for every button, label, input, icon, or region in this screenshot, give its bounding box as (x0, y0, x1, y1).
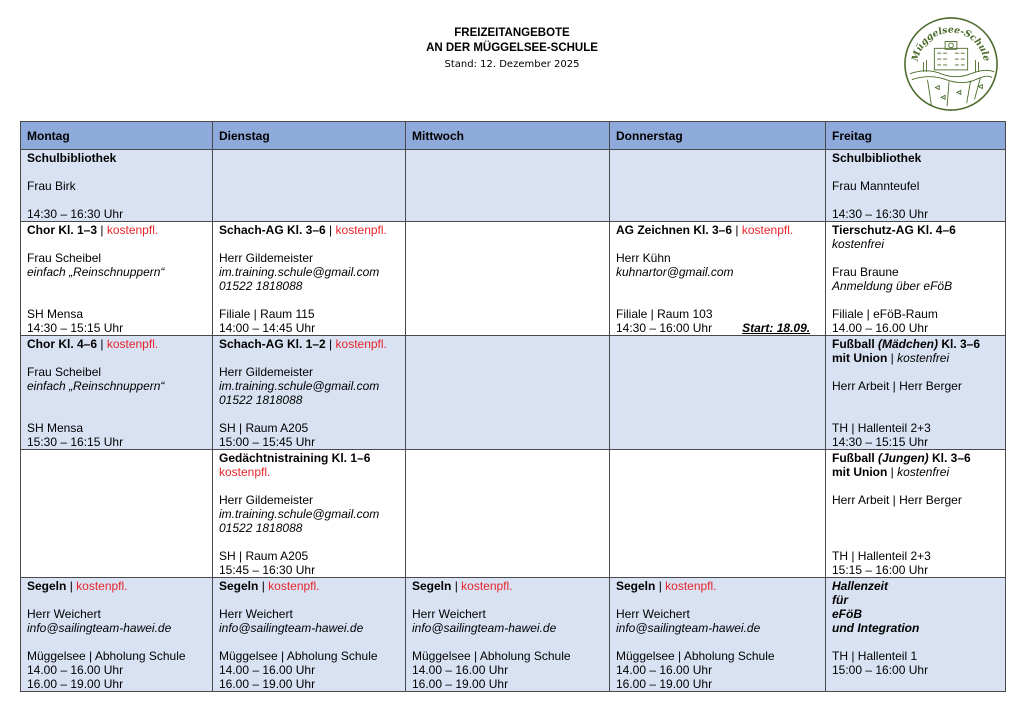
activity-time: 15:00 – 16:00 Uhr (832, 663, 929, 677)
activity-person: Herr Weichert (616, 607, 690, 621)
cost-badge: kostenpfl. (76, 579, 128, 593)
activity-person: Herr Arbeit | Herr Berger (832, 493, 962, 507)
activity-time: 16.00 – 19.00 Uhr (219, 677, 316, 691)
activity-person: Herr Arbeit | Herr Berger (832, 379, 962, 393)
activity-place: Müggelsee | Abholung Schule (27, 649, 186, 663)
column-header-dienstag: Dienstag (213, 122, 406, 150)
cost-badge: kostenpfl. (219, 465, 271, 479)
activity-place: SH Mensa (27, 307, 84, 321)
activity-place: Müggelsee | Abholung Schule (219, 649, 378, 663)
activity-title: Segeln (27, 579, 67, 593)
activity-title: Schulbibliothek (832, 151, 922, 165)
cell-empty (406, 450, 610, 578)
cost-badge: kostenpfl. (461, 579, 513, 593)
activity-time: 15:45 – 16:30 Uhr (219, 563, 316, 577)
contact-phone: 01522 1818088 (219, 521, 303, 535)
cell-empty (406, 222, 610, 336)
activity-place: SH | Raum A205 (219, 549, 309, 563)
activity-title: Schulbibliothek (27, 151, 117, 165)
cell-fri-fussball-maedchen: Fußball (Mädchen) Kl. 3–6 mit Union | kostenfrei Herr Arbeit | Herr Berger TH | Hallenteil 2+3 14:30 – 15:15 Uhr (826, 336, 1006, 450)
activity-title: Schach-AG Kl. 3–6 (219, 223, 326, 237)
cell-fri-fussball-jungen: Fußball (Jungen) Kl. 3–6 mit Union | kostenfrei Herr Arbeit | Herr Berger TH | Hallenteil 2+3 15:15 – 16:00 Uhr (826, 450, 1006, 578)
contact-phone: 01522 1818088 (219, 393, 303, 407)
activity-title: Fußball (832, 337, 878, 351)
cell-tue-schach-3-6: Schach-AG Kl. 3–6 | kostenpfl. Herr Gildemeister im.training.schule@gmail.com 01522 1818088 Filiale | Raum 115 14:00 – 14:45 Uhr (213, 222, 406, 336)
contact-email[interactable]: kuhnartor@gmail.com (616, 265, 734, 279)
cost-badge: kostenpfl. (335, 223, 387, 237)
contact-email[interactable]: info@sailingteam-hawei.de (219, 621, 364, 635)
activity-place: Filiale | eFöB-Raum (832, 307, 938, 321)
svg-text:Müggelsee-Schule: Müggelsee-Schule (909, 24, 992, 63)
start-date: Start: 18.09. (742, 321, 811, 335)
activity-person: Frau Scheibel (27, 365, 102, 379)
contact-email[interactable]: im.training.schule@gmail.com (219, 379, 380, 393)
cost-badge: kostenpfl. (106, 223, 159, 237)
cell-empty (21, 450, 213, 578)
contact-phone: 01522 1818088 (219, 279, 303, 293)
header-row (21, 122, 1006, 150)
cell-tue-gedaechtnistraining (213, 450, 406, 578)
activity-title: Segeln (616, 579, 656, 593)
activity-time: 14.00 – 16.00 Uhr (412, 663, 509, 677)
activity-place: TH | Hallenteil 2+3 (832, 549, 931, 563)
activity-time: 14.00 – 16.00 Uhr (27, 663, 124, 677)
activity-time: 16.00 – 19.00 Uhr (412, 677, 509, 691)
table-row (21, 222, 1006, 336)
cost-badge: kostenfrei (897, 465, 950, 479)
cell-tue-schach-1-2: Schach-AG Kl. 1–2 | kostenpfl. Herr Gildemeister im.training.schule@gmail.com 01522 1818088 SH | Raum A205 15:00 – 15:45 Uhr (213, 336, 406, 450)
activity-place: TH | Hallenteil 2+3 (832, 421, 931, 435)
column-header-mittwoch: Mittwoch (406, 122, 610, 150)
activity-time: 14:30 – 16:30 Uhr (832, 207, 929, 221)
cost-badge: kostenfrei (897, 351, 950, 365)
activity-time: 14:30 – 15:15 Uhr (832, 435, 929, 449)
activity-person: Herr Gildemeister (219, 365, 314, 379)
activity-time: 15:30 – 16:15 Uhr (27, 435, 124, 449)
activity-place: Filiale | Raum 115 (219, 307, 315, 321)
activity-person: Herr Weichert (219, 607, 293, 621)
activity-person: Frau Mannteufel (832, 179, 920, 193)
table-row (21, 150, 1006, 222)
activity-time: 16.00 – 19.00 Uhr (27, 677, 124, 691)
activity-person: Herr Gildemeister (219, 493, 314, 507)
activity-title: Segeln (219, 579, 259, 593)
activity-title: Tierschutz-AG Kl. 4–6 (832, 223, 956, 237)
cell-mon-chor-1-3: Chor Kl. 1–3 | kostenpfl. Frau Scheibel einfach „Reinschnuppern“ SH Mensa 14:30 – 15:15 Uhr (21, 222, 213, 336)
column-header-montag: Montag (21, 122, 213, 150)
activity-time: 14:30 – 16:30 Uhr (27, 207, 124, 221)
cell-mon-schulbibliothek (21, 150, 213, 222)
table-row (21, 336, 1006, 450)
activity-place: Filiale | Raum 103 (616, 307, 713, 321)
activity-title: Schach-AG Kl. 1–2 (219, 337, 326, 351)
activity-note: einfach „Reinschnuppern“ (27, 379, 165, 393)
cell-empty (406, 336, 610, 450)
activity-place: TH | Hallenteil 1 (832, 649, 918, 663)
activity-person: Herr Kühn (616, 251, 671, 265)
cell-empty (213, 150, 406, 222)
activity-place: SH Mensa (27, 421, 84, 435)
activity-time: 16.00 – 19.00 Uhr (616, 677, 713, 691)
cost-badge: kostenfrei (832, 237, 885, 251)
cell-fri-tierschutz (826, 222, 1006, 336)
activity-title: Hallenzeit (832, 579, 889, 593)
activity-title: Segeln (412, 579, 452, 593)
cell-thu-zeichnen: AG Zeichnen Kl. 3–6 | kostenpfl. Herr Kühn kuhnartor@gmail.com Filiale | Raum 103 14:30 – 16:00 Uhr Start: 18.09. (610, 222, 826, 336)
activity-person: Frau Scheibel (27, 251, 102, 265)
activity-note: einfach „Reinschnuppern“ (27, 265, 165, 279)
school-logo-icon (902, 15, 1000, 113)
activity-time: 14.00 – 16.00 Uhr (219, 663, 316, 677)
activity-time: 14.00 – 16.00 Uhr (832, 321, 929, 335)
column-header-donnerstag: Donnerstag (610, 122, 826, 150)
contact-email[interactable]: im.training.schule@gmail.com (219, 507, 380, 521)
schedule-table (20, 121, 1006, 692)
activity-person: Frau Braune (832, 265, 899, 279)
contact-email[interactable]: info@sailingteam-hawei.de (616, 621, 761, 635)
activity-title: Gedächtnistraining Kl. 1–6 (219, 451, 371, 465)
activity-place: Müggelsee | Abholung Schule (412, 649, 571, 663)
cell-empty (610, 150, 826, 222)
stand-date: Stand: 12. Dezember 2025 (444, 59, 580, 70)
activity-time: 15:15 – 16:00 Uhr (832, 563, 929, 577)
cell-wed-segeln: Segeln | kostenpfl. Herr Weichert info@sailingteam-hawei.de Müggelsee | Abholung Schule 14.00 – 16.00 Uhr 16.00 – 19.00 Uhr (406, 578, 610, 692)
cell-mon-chor-4-6: Chor Kl. 4–6 | kostenpfl. Frau Scheibel einfach „Reinschnuppern“ SH Mensa 15:30 – 16:15 Uhr (21, 336, 213, 450)
cell-tue-segeln: Segeln | kostenpfl. Herr Weichert info@sailingteam-hawei.de Müggelsee | Abholung Schule 14.00 – 16.00 Uhr 16.00 – 19.00 Uhr (213, 578, 406, 692)
activity-title: Fußball (832, 451, 878, 465)
document-header (0, 26, 1024, 73)
title-line-2: AN DER MÜGGELSEE-SCHULE (426, 42, 598, 54)
cell-empty (610, 450, 826, 578)
activity-title: Chor Kl. 4–6 (27, 337, 98, 351)
activity-time: 14:00 – 14:45 Uhr (219, 321, 316, 335)
contact-email[interactable]: info@sailingteam-hawei.de (27, 621, 172, 635)
column-header-freitag: Freitag (826, 122, 1006, 150)
activity-place: Müggelsee | Abholung Schule (616, 649, 775, 663)
activity-person: Herr Gildemeister (219, 251, 314, 265)
cell-fri-schulbibliothek (826, 150, 1006, 222)
cost-badge: kostenpfl. (268, 579, 320, 593)
activity-note: Anmeldung über eFöB (832, 279, 953, 293)
cost-badge: kostenpfl. (665, 579, 717, 593)
contact-email[interactable]: info@sailingteam-hawei.de (412, 621, 557, 635)
activity-time: 15:00 – 15:45 Uhr (219, 435, 316, 449)
activity-time: 14.00 – 16.00 Uhr (616, 663, 713, 677)
activity-title: AG Zeichnen Kl. 3–6 (616, 223, 733, 237)
activity-person: Herr Weichert (412, 607, 486, 621)
activity-person: Frau Birk (27, 179, 76, 193)
activity-title: Chor Kl. 1–3 (27, 223, 98, 237)
activity-person: Herr Weichert (27, 607, 101, 621)
title-line-1: FREIZEITANGEBOTE (454, 27, 570, 39)
cost-badge: kostenpfl. (106, 337, 159, 351)
cost-badge: kostenpfl. (741, 223, 794, 237)
cell-mon-segeln: Segeln | kostenpfl. Herr Weichert info@sailingteam-hawei.de Müggelsee | Abholung Schule 14.00 – 16.00 Uhr 16.00 – 19.00 Uhr (21, 578, 213, 692)
activity-time: 14:30 – 16:00 Uhr (616, 321, 713, 335)
cell-empty (406, 150, 610, 222)
cell-fri-hallenzeit: Hallenzeit für eFöB und Integration TH | Hallenteil 1 15:00 – 16:00 Uhr (826, 578, 1006, 692)
activity-time: 14:30 – 15:15 Uhr (27, 321, 124, 335)
table-row (21, 578, 1006, 692)
cell-empty (610, 336, 826, 450)
table-row (21, 450, 1006, 578)
cell-thu-segeln: Segeln | kostenpfl. Herr Weichert info@sailingteam-hawei.de Müggelsee | Abholung Schule 14.00 – 16.00 Uhr 16.00 – 19.00 Uhr (610, 578, 826, 692)
contact-email[interactable]: im.training.schule@gmail.com (219, 265, 380, 279)
activity-place: SH | Raum A205 (219, 421, 309, 435)
cost-badge: kostenpfl. (335, 337, 387, 351)
